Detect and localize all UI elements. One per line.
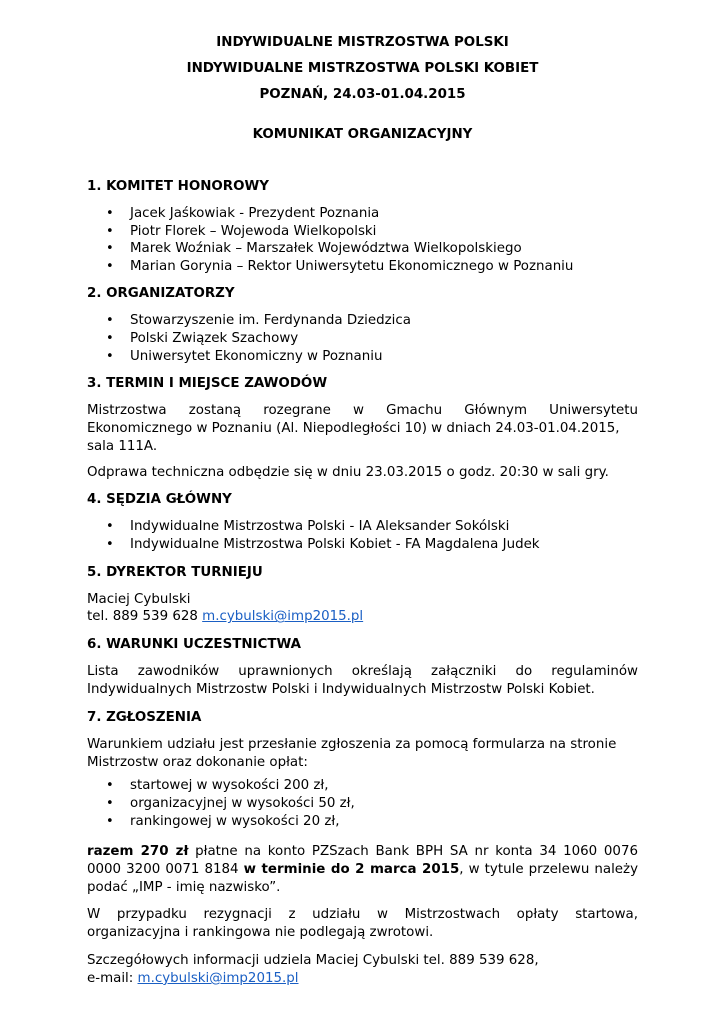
document-type-title: KOMUNIKAT ORGANIZACYJNY — [252, 127, 473, 142]
section-heading-registration: 7. ZGŁOSZENIA — [87, 709, 202, 725]
bullet-icon: • — [106, 206, 114, 221]
bullet-icon: • — [106, 241, 114, 257]
section-heading-chief-arbiter: 4. SĘDZIA GŁÓWNY — [87, 492, 232, 508]
section-heading-honorary-committee: 1. KOMITET HONOROWY — [87, 179, 269, 194]
venue-paragraph: Mistrzostwa zostaną rozegrane w Gmachu Głównym Uniwersytetu Ekonomicznego w Poznaniu (Al. Niepodległości 10) w dniach 24.03-01.04.2015, sala 111A. — [87, 403, 638, 454]
list-item: • organizacyjnej w wysokości 50 zł, — [106, 795, 355, 811]
list-item: • Stowarzyszenie im. Ferdynanda Dziedzica — [106, 313, 411, 329]
payment-deadline: w terminie do 2 marca 2015 — [243, 861, 460, 877]
list-item: • startowej w wysokości 200 zł, — [106, 778, 329, 794]
registration-intro: Warunkiem udziału jest przesłanie zgłoszenia za pomocą formularza na stronie Mistrzostw oraz dokonanie opłat: — [87, 736, 617, 770]
list-item: • Indywidualne Mistrzostwa Polski - IA Aleksander Sokólski — [106, 519, 510, 535]
section-heading-date-venue: 3. TERMIN I MIEJSCE ZAWODÓW — [87, 376, 328, 392]
bullet-icon: • — [106, 223, 114, 239]
bullet-icon: • — [106, 348, 114, 364]
director-name: Maciej Cybulski — [87, 591, 191, 607]
bullet-icon: • — [106, 795, 114, 811]
technical-meeting-paragraph: Odprawa techniczna odbędzie się w dniu 23.03.2015 o godz. 20:30 w sali gry. — [87, 464, 609, 480]
organizers-list — [87, 312, 638, 365]
info-paragraph: Szczegółowych informacji udziela Maciej Cybulski tel. 889 539 628, e-mail: m.cybulski@imp2015.pl — [87, 953, 539, 986]
list-item: • Indywidualne Mistrzostwa Polski Kobiet - FA Magdalena Judek — [106, 536, 540, 552]
list-item: • rankingowej w wysokości 20 zł, — [106, 813, 340, 829]
fees-list — [87, 777, 638, 830]
director-email-link[interactable]: m.cybulski@imp2015.pl — [202, 609, 364, 625]
bullet-icon: • — [106, 536, 114, 552]
bullet-icon: • — [106, 313, 114, 329]
list-item: • Uniwersytet Ekonomiczny w Poznaniu — [106, 348, 383, 364]
list-item: • Marian Gorynia – Rektor Uniwersytetu Ekonomicznego w Poznaniu — [106, 258, 574, 274]
list-item: • Polski Związek Szachowy — [106, 330, 299, 346]
section-heading-tournament-director: 5. DYREKTOR TURNIEJU — [87, 564, 263, 580]
list-item: • Marek Woźniak – Marszałek Województwa Wielkopolskiego — [106, 241, 522, 257]
director-phone: tel. 889 539 628 m.cybulski@imp2015.pl — [87, 609, 364, 625]
bullet-icon: • — [106, 330, 114, 346]
total-amount: razem 270 zł — [87, 844, 189, 860]
women-championship-title: INDYWIDUALNE MISTRZOSTWA POLSKI KOBIET — [186, 61, 539, 76]
director-contact — [87, 591, 638, 627]
bullet-icon: • — [106, 778, 114, 794]
document-content — [87, 30, 638, 988]
championship-title: INDYWIDUALNE MISTRZOSTWA POLSKI — [216, 35, 509, 50]
honorary-committee-list — [87, 205, 638, 275]
bullet-icon: • — [106, 258, 114, 274]
list-item: • Piotr Florek – Wojewoda Wielkopolski — [106, 223, 377, 239]
bullet-icon: • — [106, 813, 114, 829]
info-email-link[interactable]: m.cybulski@imp2015.pl — [137, 970, 299, 986]
payment-paragraph: razem 270 zł płatne na konto PZSzach Bank BPH SA nr konta 34 1060 0076 0000 3200 0071 8184 w terminie do 2 marca 2015, w tytule przelewu należy podać „IMP - imię nazwisko”. — [87, 844, 639, 895]
list-item: • Jacek Jaśkowiak - Prezydent Poznania — [106, 206, 380, 221]
section-heading-participation: 6. WARUNKI UCZESTNICTWA — [87, 637, 302, 653]
refund-paragraph: W przypadku rezygnacji z udziału w Mistrzostwach opłaty startowa, organizacyjna i rankingowa nie podlegają zwrotowi. — [87, 907, 638, 941]
bullet-icon: • — [106, 519, 114, 535]
chief-arbiter-list — [87, 518, 638, 553]
section-heading-organizers: 2. ORGANIZATORZY — [87, 286, 235, 302]
participation-paragraph: Lista zawodników uprawnionych określają załączniki do regulaminów Indywidualnych Mistrzostw Polski i Indywidualnych Mistrzostw Polski Kobiet. — [87, 664, 638, 697]
location-date: POZNAŃ, 24.03-01.04.2015 — [259, 87, 466, 102]
